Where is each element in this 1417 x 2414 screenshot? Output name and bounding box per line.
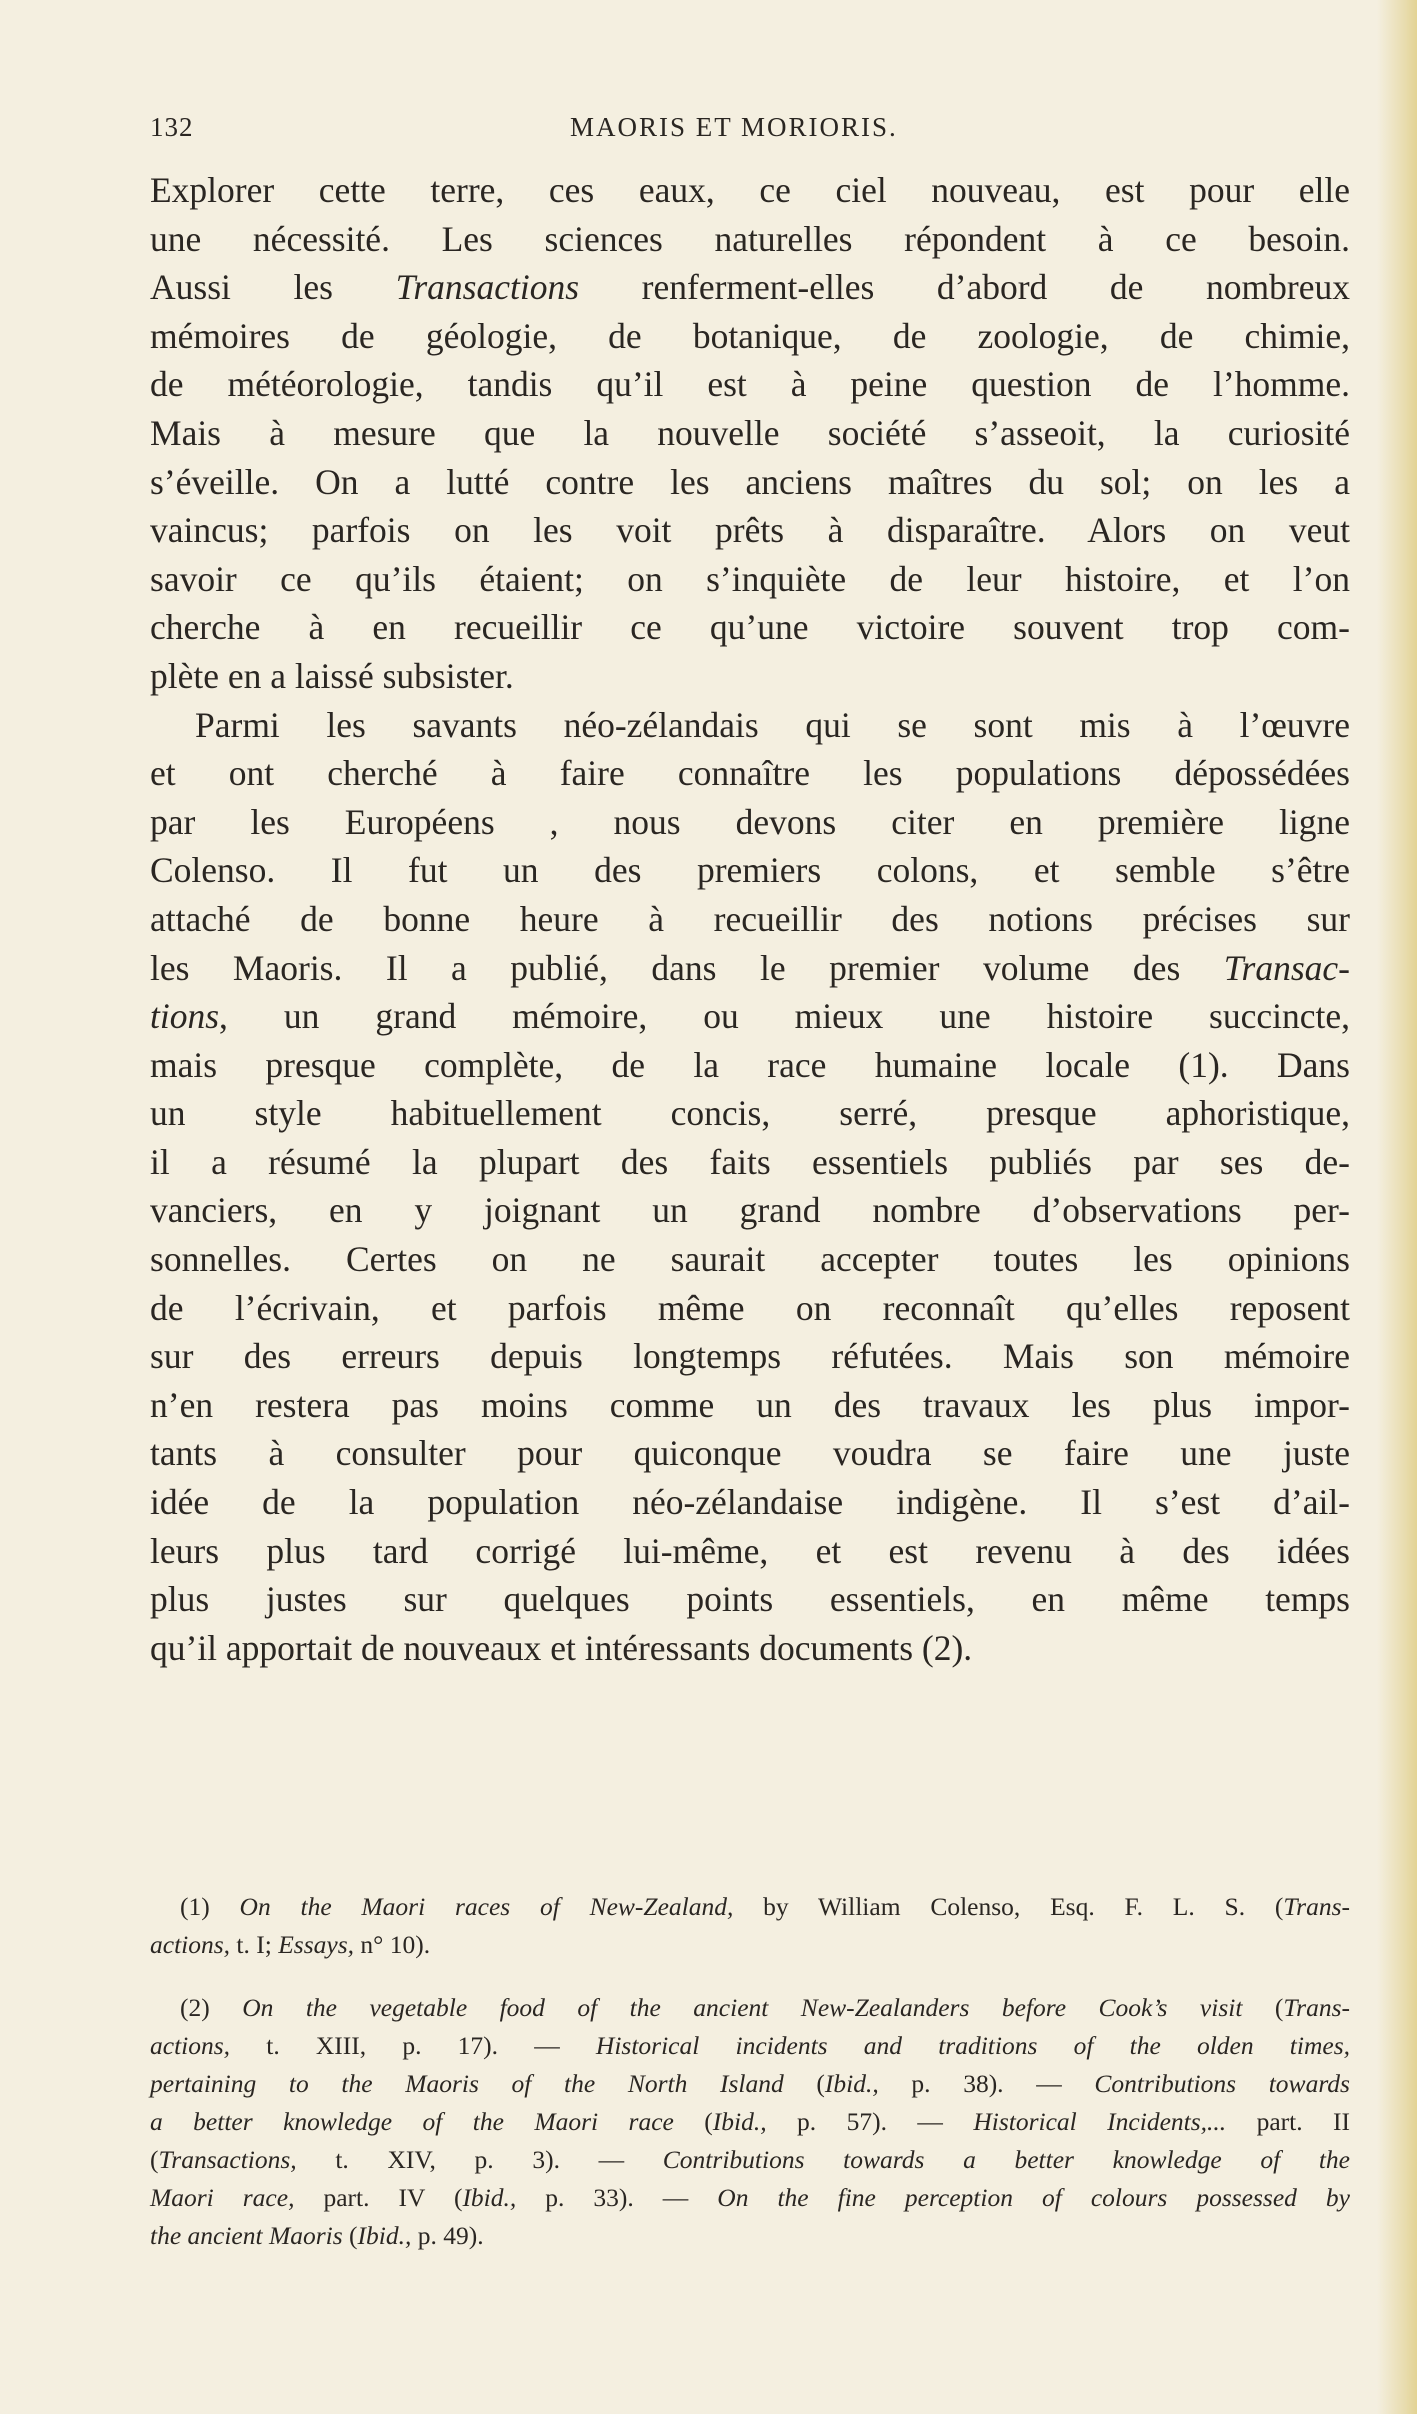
text-line: sur des erreurs depuis longtemps réfutées. Mais son mémoire — [150, 1336, 1350, 1377]
text-line: Colenso. Il fut un des premiers colons, et semble s’être — [150, 850, 1350, 891]
running-title: MAORIS ET MORIORIS. — [570, 112, 898, 142]
text-line: vanciers, en y joignant un grand nombre d’observations per- — [150, 1190, 1350, 1231]
text-line: plus justes sur quelques points essentiels, en même temps — [150, 1579, 1350, 1620]
text-line: une nécessité. Les sciences naturelles répondent à ce besoin. — [150, 218, 1350, 259]
main-text — [150, 166, 1350, 1672]
text-line: il a résumé la plupart des faits essentiels publiés par ses de- — [150, 1141, 1350, 1182]
footnotes — [150, 1862, 1350, 2281]
text-line: a better knowledge of the Maori race (Ibid., p. 57). — Historical Incidents,... part. II — [150, 2107, 1351, 2136]
text-line: tions, un grand mémoire, ou mieux une histoire succincte, — [150, 996, 1350, 1037]
text-line: actions, t. I; Essays, n° 10). — [150, 1929, 431, 1959]
text-line: qu’il apportait de nouveaux et intéressants documents (2). — [150, 1627, 973, 1668]
text-line: Mais à mesure que la nouvelle société s’asseoit, la curiosité — [150, 412, 1350, 453]
text-line: the ancient Maoris (Ibid., p. 49). — [150, 2221, 484, 2250]
text-line: plète en a laissé subsister. — [150, 655, 514, 696]
text-line: Explorer cette terre, ces eaux, ce ciel nouveau, est pour elle — [150, 170, 1350, 210]
footnote-1 — [150, 1888, 1350, 1964]
text-line: mémoires de géologie, de botanique, de zoologie, de chimie, — [150, 315, 1350, 356]
text-line: de météorologie, tandis qu’il est à peine question de l’homme. — [150, 364, 1350, 405]
text-line: (Transactions, t. XIV, p. 3). — Contributions towards a better knowledge of the — [150, 2145, 1350, 2174]
text-line: de l’écrivain, et parfois même on reconnaît qu’elles reposent — [150, 1287, 1350, 1328]
footnote-2 — [150, 1989, 1350, 2255]
text-line: par les Européens , nous devons citer en première ligne — [150, 801, 1350, 842]
text-line: (1) On the Maori races of New-Zealand, by William Colenso, Esq. F. L. S. (Trans- — [180, 1891, 1350, 1921]
text-line: Aussi les Transactions renferment-elles d’abord de nombreux — [150, 267, 1350, 308]
paragraph-2 — [150, 701, 1350, 1673]
text-line: un style habituellement concis, serré, presque aphoristique, — [150, 1093, 1350, 1134]
text-line: et ont cherché à faire connaître les populations dépossédées — [150, 753, 1350, 794]
text-line: leurs plus tard corrigé lui-même, et est revenu à des idées — [150, 1530, 1350, 1571]
page-edge — [1377, 0, 1417, 2414]
text-line: Parmi les savants néo-zélandais qui se sont mis à l’œuvre — [195, 704, 1350, 745]
text-line: sonnelles. Certes on ne saurait accepter toutes les opinions — [150, 1239, 1350, 1280]
text-line: tants à consulter pour quiconque voudra se faire une juste — [150, 1433, 1350, 1474]
text-line: mais presque complète, de la race humaine locale (1). Dans — [150, 1044, 1350, 1085]
text-line: pertaining to the Maoris of the North Island (Ibid., p. 38). — Contributions towards — [150, 2069, 1350, 2098]
text-line: (2) On the vegetable food of the ancient New-Zealanders before Cook’s visit (Trans- — [180, 1993, 1350, 2022]
text-line: Maori race, part. IV (Ibid., p. 33). — On the fine perception of colours possessed by — [150, 2183, 1350, 2212]
text-line: idée de la population néo-zélandaise indigène. Il s’est d’ail- — [150, 1482, 1350, 1523]
text-line: actions, t. XIII, p. 17). — Historical incidents and traditions of the olden times, — [150, 2031, 1350, 2060]
text-line: cherche à en recueillir ce qu’une victoire souvent trop com- — [150, 607, 1350, 648]
text-line: attaché de bonne heure à recueillir des notions précises sur — [150, 898, 1350, 939]
text-line: savoir ce qu’ils étaient; on s’inquiète de leur histoire, et l’on — [150, 558, 1350, 599]
page-header — [150, 112, 1350, 152]
text-line: n’en restera pas moins comme un des travaux les plus impor- — [150, 1384, 1350, 1425]
text-line: s’éveille. On a lutté contre les anciens maîtres du sol; on les a — [150, 461, 1350, 502]
text-line: vaincus; parfois on les voit prêts à disparaître. Alors on veut — [150, 510, 1350, 551]
text-line: les Maoris. Il a publié, dans le premier volume des Transac- — [150, 947, 1350, 988]
paragraph-1 — [150, 166, 1350, 701]
page-number: 132 — [150, 112, 194, 142]
